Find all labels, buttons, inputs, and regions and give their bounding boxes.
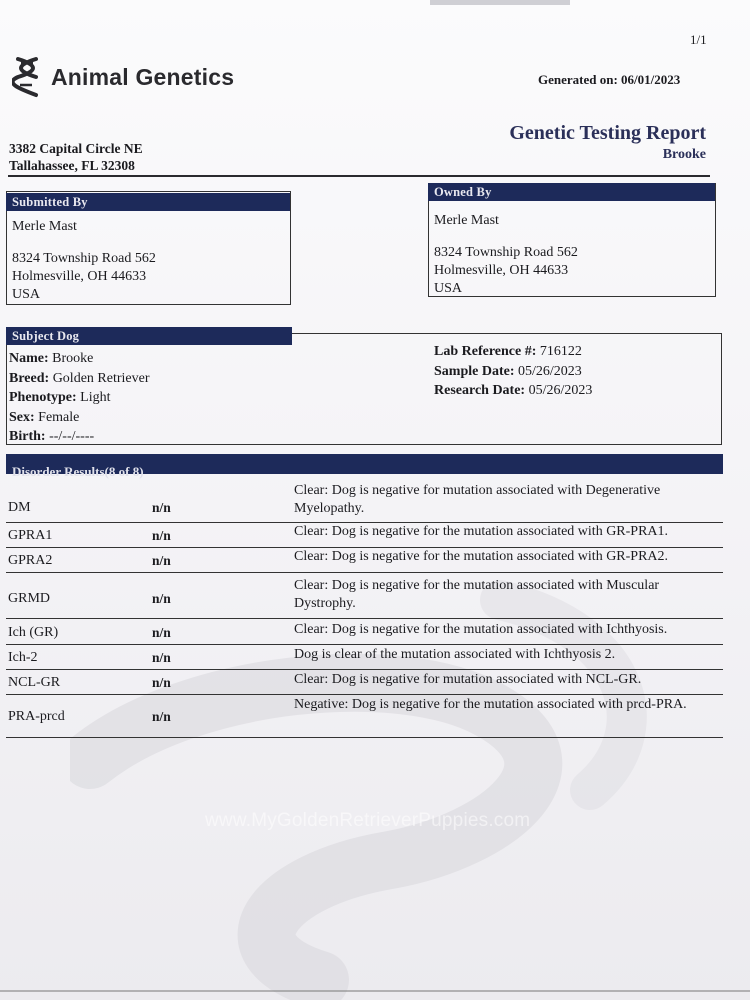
submitted-by-address	[12, 218, 156, 304]
report-title: Genetic Testing Report	[509, 122, 706, 144]
company-logo	[12, 55, 234, 99]
disorder-code: PRA-prcd	[8, 709, 65, 724]
table-row	[6, 695, 723, 738]
subject-dog-details	[9, 349, 149, 447]
disorder-result: n/n	[152, 500, 171, 515]
table-row	[6, 573, 723, 619]
results-heading: Disorder Results(8 of 8)	[12, 464, 144, 479]
disorder-code: DM	[8, 500, 31, 515]
disorder-description: Clear: Dog is negative for the mutation associated with Muscular Dystrophy.	[294, 578, 660, 611]
results-heading-bar	[6, 454, 723, 479]
report-subject: Brooke	[662, 147, 706, 162]
disorder-result: n/n	[152, 625, 171, 640]
dog-breed: Golden Retriever	[52, 370, 150, 386]
generated-date: Generated on: 06/01/2023	[538, 72, 681, 87]
table-row	[6, 523, 723, 548]
dog-name-label: Name:	[9, 351, 49, 366]
disorder-code: NCL-GR	[8, 675, 61, 690]
dna-helix-icon	[12, 55, 42, 99]
lab-details	[434, 342, 592, 401]
owned-by-line1: 8324 Township Road 562	[434, 245, 578, 260]
dog-birth: --/--/----	[49, 429, 95, 444]
lab-address-line1: 3382 Capital Circle NE	[9, 141, 143, 156]
research-date-label: Research Date:	[434, 383, 526, 398]
table-row	[6, 645, 723, 670]
owned-by-address	[434, 212, 578, 298]
table-row	[6, 548, 723, 573]
submitted-by-country: USA	[12, 287, 41, 302]
disorder-result: n/n	[152, 553, 171, 568]
sample-date: 05/26/2023	[518, 363, 582, 379]
disorder-result: n/n	[152, 650, 171, 665]
disorder-code: Ich (GR)	[8, 625, 59, 640]
submitted-by-line1: 8324 Township Road 562	[12, 251, 156, 266]
submitted-by-name: Merle Mast	[12, 219, 77, 234]
disorder-result: n/n	[152, 591, 171, 606]
owned-by-line2: Holmesville, OH 44633	[434, 263, 569, 278]
table-row	[6, 482, 723, 523]
disorder-code: Ich-2	[8, 650, 38, 665]
company-name: Animal Genetics	[51, 63, 235, 90]
disorder-result: n/n	[152, 709, 171, 724]
owned-by-heading: Owned By	[428, 183, 715, 201]
dog-name: Brooke	[52, 351, 94, 366]
dog-birth-label: Birth:	[9, 429, 46, 444]
dog-phenotype-label: Phenotype:	[9, 390, 77, 405]
dog-phenotype: Light	[80, 390, 111, 405]
sample-date-label: Sample Date:	[434, 363, 515, 379]
disorder-code: GPRA1	[8, 528, 53, 543]
disorder-code: GRMD	[8, 591, 51, 606]
subject-dog-heading: Subject Dog	[6, 327, 292, 345]
disorder-description: Clear: Dog is negative for mutation associated with NCL-GR.	[294, 672, 642, 687]
disorder-code: GPRA2	[8, 553, 53, 568]
disorder-description: Dog is clear of the mutation associated with Ichthyosis 2.	[294, 647, 616, 662]
disorder-description: Clear: Dog is negative for mutation associated with Degenerative Myelopathy.	[294, 483, 661, 516]
submitted-by-heading: Submitted By	[6, 193, 290, 211]
watermark-text: www.MyGoldenRetrieverPuppies.com	[205, 810, 531, 831]
disorder-description: Clear: Dog is negative for the mutation associated with Ichthyosis.	[294, 622, 668, 637]
disorder-description: Negative: Dog is negative for the mutation associated with prcd-PRA.	[294, 697, 687, 712]
dog-sex: Female	[38, 409, 80, 425]
disorder-description: Clear: Dog is negative for the mutation associated with GR-PRA1.	[294, 524, 669, 539]
disorder-description: Clear: Dog is negative for the mutation associated with GR-PRA2.	[294, 549, 669, 564]
table-row	[6, 619, 723, 645]
lab-address-line2: Tallahassee, FL 32308	[9, 158, 135, 173]
owned-by-name: Merle Mast	[434, 213, 499, 228]
lab-address	[9, 140, 143, 174]
lab-ref: 716122	[539, 344, 582, 359]
submitted-by-line2: Holmesville, OH 44633	[12, 269, 147, 284]
disorder-result: n/n	[152, 675, 171, 690]
bottom-divider	[0, 990, 750, 992]
page-number: 1/1	[690, 32, 707, 47]
dog-breed-label: Breed:	[9, 370, 50, 386]
top-edge-strip	[430, 0, 570, 5]
lab-ref-label: Lab Reference #:	[434, 344, 537, 359]
dog-sex-label: Sex:	[9, 409, 35, 425]
owned-by-country: USA	[434, 281, 463, 296]
research-date: 05/26/2023	[528, 383, 593, 398]
disorder-result: n/n	[152, 528, 171, 543]
header-divider	[8, 175, 710, 177]
table-row	[6, 670, 723, 695]
